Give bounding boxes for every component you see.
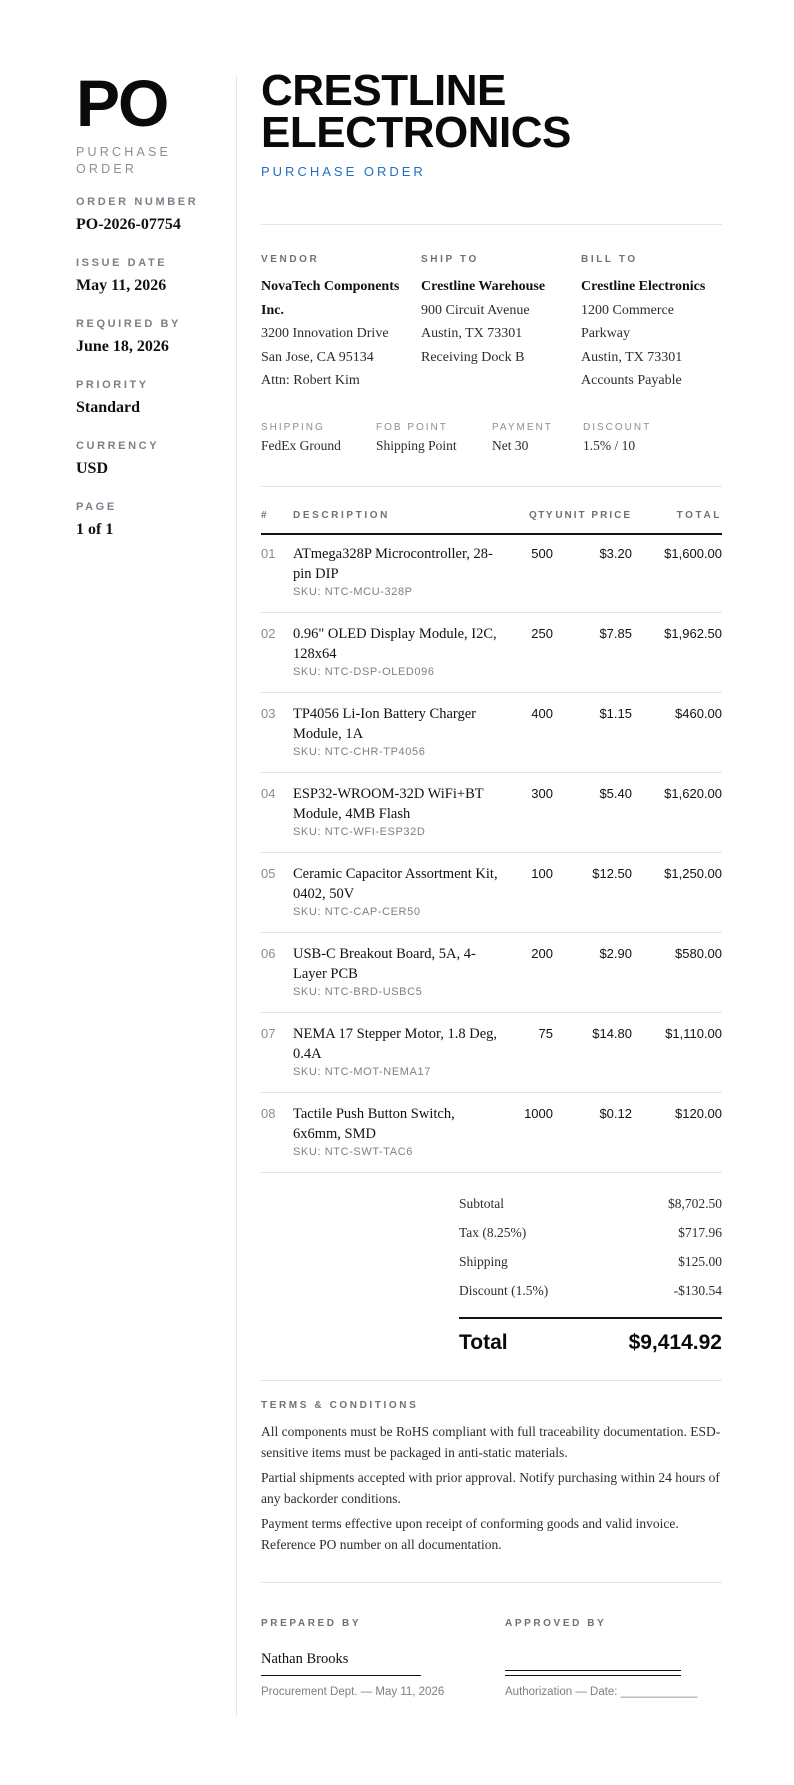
item-qty: 1000	[524, 1106, 553, 1121]
prepared-by-note: Procurement Dept. — May 11, 2026	[261, 1686, 445, 1698]
table-row	[261, 614, 722, 693]
item-unit-price: $2.90	[599, 946, 632, 961]
shipping-line	[459, 1254, 722, 1283]
order-summary-rail	[76, 66, 236, 538]
ship-to-block	[421, 254, 571, 369]
fob-value: Shipping Point	[376, 438, 457, 453]
col-header-total: TOTAL	[676, 510, 722, 521]
vendor-name: NovaTech Components Inc.	[261, 279, 400, 318]
order-number-label: ORDER NUMBER	[76, 196, 199, 208]
bill-to-department: Accounts Payable	[581, 373, 682, 388]
required-by-field	[76, 318, 181, 356]
item-sku: SKU: NTC-MCU-328P	[293, 586, 413, 598]
tax-label: Tax (8.25%)	[459, 1225, 527, 1240]
item-description: ATmega328P Microcontroller, 28-pin DIP	[293, 546, 493, 582]
item-description: Tactile Push Button Switch, 6x6mm, SMD	[293, 1106, 455, 1142]
terms-and-conditions	[261, 1400, 722, 1555]
item-sku: SKU: NTC-DSP-OLED096	[293, 666, 435, 678]
table-row	[261, 694, 722, 773]
row-number: 06	[261, 946, 276, 961]
item-sku: SKU: NTC-MOT-NEMA17	[293, 1066, 431, 1078]
table-row	[261, 1094, 722, 1173]
approved-by-block	[505, 1618, 698, 1698]
item-sku: SKU: NTC-CAP-CER50	[293, 906, 421, 918]
page-value: 1 of 1	[76, 521, 114, 538]
item-description: ESP32-WROOM-32D WiFi+BT Module, 4MB Flash	[293, 786, 484, 822]
approved-by-label: APPROVED BY	[505, 1618, 607, 1629]
subtotal-line	[459, 1196, 722, 1225]
item-qty: 250	[531, 626, 553, 641]
purchase-order-main	[261, 66, 722, 1698]
prepared-by-signature-line	[261, 1675, 421, 1676]
signature-divider	[261, 1582, 722, 1583]
vendor-address-line: 3200 Innovation Drive	[261, 326, 389, 341]
item-description: 0.96" OLED Display Module, I2C, 128x64	[293, 626, 497, 662]
item-sku: SKU: NTC-SWT-TAC6	[293, 1146, 413, 1158]
row-number: 05	[261, 866, 276, 881]
row-number: 04	[261, 786, 276, 801]
item-total: $580.00	[675, 946, 722, 961]
ship-to-address-line: 900 Circuit Avenue	[421, 302, 530, 318]
table-row	[261, 534, 722, 613]
terms-paragraph: Partial shipments accepted with prior approval. Notify purchasing within 24 hours of any backorder conditions.	[261, 1470, 720, 1506]
item-total: $1,620.00	[664, 786, 722, 801]
item-description: Ceramic Capacitor Assortment Kit, 0402, 50V	[293, 866, 498, 902]
row-number: 03	[261, 706, 276, 721]
table-row	[261, 1014, 722, 1093]
currency-field	[76, 440, 159, 478]
vendor-label: VENDOR	[261, 254, 320, 265]
rail-divider	[236, 76, 237, 1716]
item-sku: SKU: NTC-BRD-USBC5	[293, 986, 423, 998]
item-unit-price: $1.15	[599, 706, 632, 721]
tax-value: $717.96	[678, 1225, 722, 1240]
row-number: 07	[261, 1026, 276, 1041]
item-qty: 75	[538, 1026, 553, 1041]
required-by-label: REQUIRED BY	[76, 318, 181, 330]
item-sku: SKU: NTC-CHR-TP4056	[293, 746, 426, 758]
grand-total-label: Total	[459, 1331, 508, 1354]
company-name-line2: ELECTRONICS	[261, 108, 571, 157]
ship-to-address-line: Austin, TX 73301	[421, 326, 523, 341]
subtotal-value: $8,702.50	[668, 1196, 722, 1211]
order-number-value: PO-2026-07754	[76, 216, 181, 233]
item-unit-price: $0.12	[599, 1106, 632, 1121]
shipping-cost-value: $125.00	[678, 1254, 722, 1269]
row-number: 08	[261, 1106, 276, 1121]
discount-value: 1.5% / 10	[583, 438, 636, 453]
priority-value: Standard	[76, 399, 141, 416]
shipping-cost-label: Shipping	[459, 1254, 508, 1269]
table-row	[261, 854, 722, 933]
subtotal-label: Subtotal	[459, 1196, 505, 1211]
bill-to-block	[581, 254, 722, 393]
item-description: TP4056 Li-Ion Battery Charger Module, 1A	[293, 706, 476, 742]
terms-paragraph: All components must be RoHS compliant with full traceability documentation. ESD-sensitive items must be packaged in anti-static materials.	[261, 1424, 721, 1460]
item-description: USB-C Breakout Board, 5A, 4-Layer PCB	[293, 946, 476, 982]
shipping-value: FedEx Ground	[261, 438, 341, 453]
company-name-line1: CRESTLINE	[261, 66, 506, 115]
page-label: PAGE	[76, 501, 117, 513]
vendor-address-line: San Jose, CA 95134	[261, 349, 374, 365]
col-header-unit-price: UNIT PRICE	[555, 510, 632, 521]
order-number-field	[76, 196, 198, 234]
approved-by-signature-line	[505, 1675, 681, 1676]
col-header-qty: QTY	[528, 510, 554, 521]
item-unit-price: $14.80	[592, 1026, 632, 1041]
vendor-block	[261, 254, 411, 393]
ship-to-name: Crestline Warehouse	[421, 279, 546, 294]
item-qty: 100	[531, 866, 553, 881]
ship-to-dock: Receiving Dock B	[421, 349, 525, 365]
fob-label: FOB POINT	[376, 422, 448, 433]
item-unit-price: $5.40	[599, 786, 632, 801]
item-total: $1,600.00	[664, 546, 722, 561]
company-name	[261, 66, 722, 157]
discount-amount-value: -$130.54	[673, 1283, 722, 1298]
issue-date-label: ISSUE DATE	[76, 257, 168, 269]
bill-to-address-line: 1200 Commerce Parkway	[581, 302, 674, 341]
priority-field	[76, 379, 149, 417]
issue-date-value: May 11, 2026	[76, 277, 167, 294]
fob-term	[376, 422, 457, 454]
shipping-label: SHIPPING	[261, 422, 325, 433]
approved-by-signature-area[interactable]	[505, 1651, 681, 1671]
totals-block	[459, 1196, 722, 1367]
payment-value: Net 30	[492, 438, 529, 453]
terms-paragraph: Payment terms effective upon receipt of conforming goods and valid invoice. Reference PO number on all documentation.	[261, 1516, 679, 1552]
item-unit-price: $12.50	[592, 866, 632, 881]
terms-section-divider	[261, 1380, 722, 1381]
payment-term	[492, 422, 553, 454]
header-divider	[261, 224, 722, 225]
tax-line	[459, 1225, 722, 1254]
item-qty: 300	[531, 786, 553, 801]
terms-divider	[261, 486, 722, 487]
grand-total-value: $9,414.92	[628, 1331, 722, 1354]
item-qty: 500	[531, 546, 553, 561]
item-qty: 400	[531, 706, 553, 721]
discount-line	[459, 1283, 722, 1312]
col-header-description: DESCRIPTION	[293, 510, 390, 521]
po-subtitle: PURCHASE ORDER	[76, 145, 172, 176]
currency-label: CURRENCY	[76, 440, 160, 452]
discount-label: DISCOUNT	[583, 422, 652, 433]
item-total: $1,250.00	[664, 866, 722, 881]
discount-term	[583, 422, 651, 454]
bill-to-label: BILL TO	[581, 254, 638, 265]
priority-label: PRIORITY	[76, 379, 149, 391]
item-sku: SKU: NTC-WFI-ESP32D	[293, 826, 426, 838]
document-type: PURCHASE ORDER	[261, 164, 426, 179]
po-code: PO	[76, 66, 168, 140]
bill-to-address-line: Austin, TX 73301	[581, 349, 683, 365]
terms-heading: TERMS & CONDITIONS	[261, 1400, 419, 1411]
ship-to-label: SHIP TO	[421, 254, 479, 265]
prepared-by-label: PREPARED BY	[261, 1618, 362, 1629]
bill-to-name: Crestline Electronics	[581, 279, 706, 294]
payment-label: PAYMENT	[492, 422, 553, 433]
total-rule	[459, 1317, 722, 1319]
item-description: NEMA 17 Stepper Motor, 1.8 Deg, 0.4A	[293, 1026, 498, 1062]
item-total: $460.00	[675, 706, 722, 721]
vendor-contact: Attn: Robert Kim	[261, 373, 360, 388]
item-total: $1,962.50	[664, 626, 722, 641]
row-number: 01	[261, 546, 276, 561]
currency-value: USD	[76, 460, 109, 477]
item-unit-price: $7.85	[599, 626, 632, 641]
approved-by-note: Authorization — Date: ____________	[505, 1686, 698, 1698]
shipping-term	[261, 422, 341, 454]
page-field	[76, 501, 117, 539]
item-total: $120.00	[675, 1106, 722, 1121]
table-row	[261, 774, 722, 853]
table-row	[261, 934, 722, 1013]
prepared-by-block	[261, 1618, 445, 1698]
prepared-by-name: Nathan Brooks	[261, 1651, 349, 1667]
item-unit-price: $3.20	[599, 546, 632, 561]
row-number: 02	[261, 626, 276, 641]
discount-amount-label: Discount (1.5%)	[459, 1283, 549, 1298]
item-total: $1,110.00	[665, 1026, 722, 1041]
required-by-value: June 18, 2026	[76, 338, 169, 355]
item-qty: 200	[531, 946, 553, 961]
grand-total-line	[459, 1331, 722, 1367]
col-header-number: #	[261, 510, 270, 521]
issue-date-field	[76, 257, 167, 295]
